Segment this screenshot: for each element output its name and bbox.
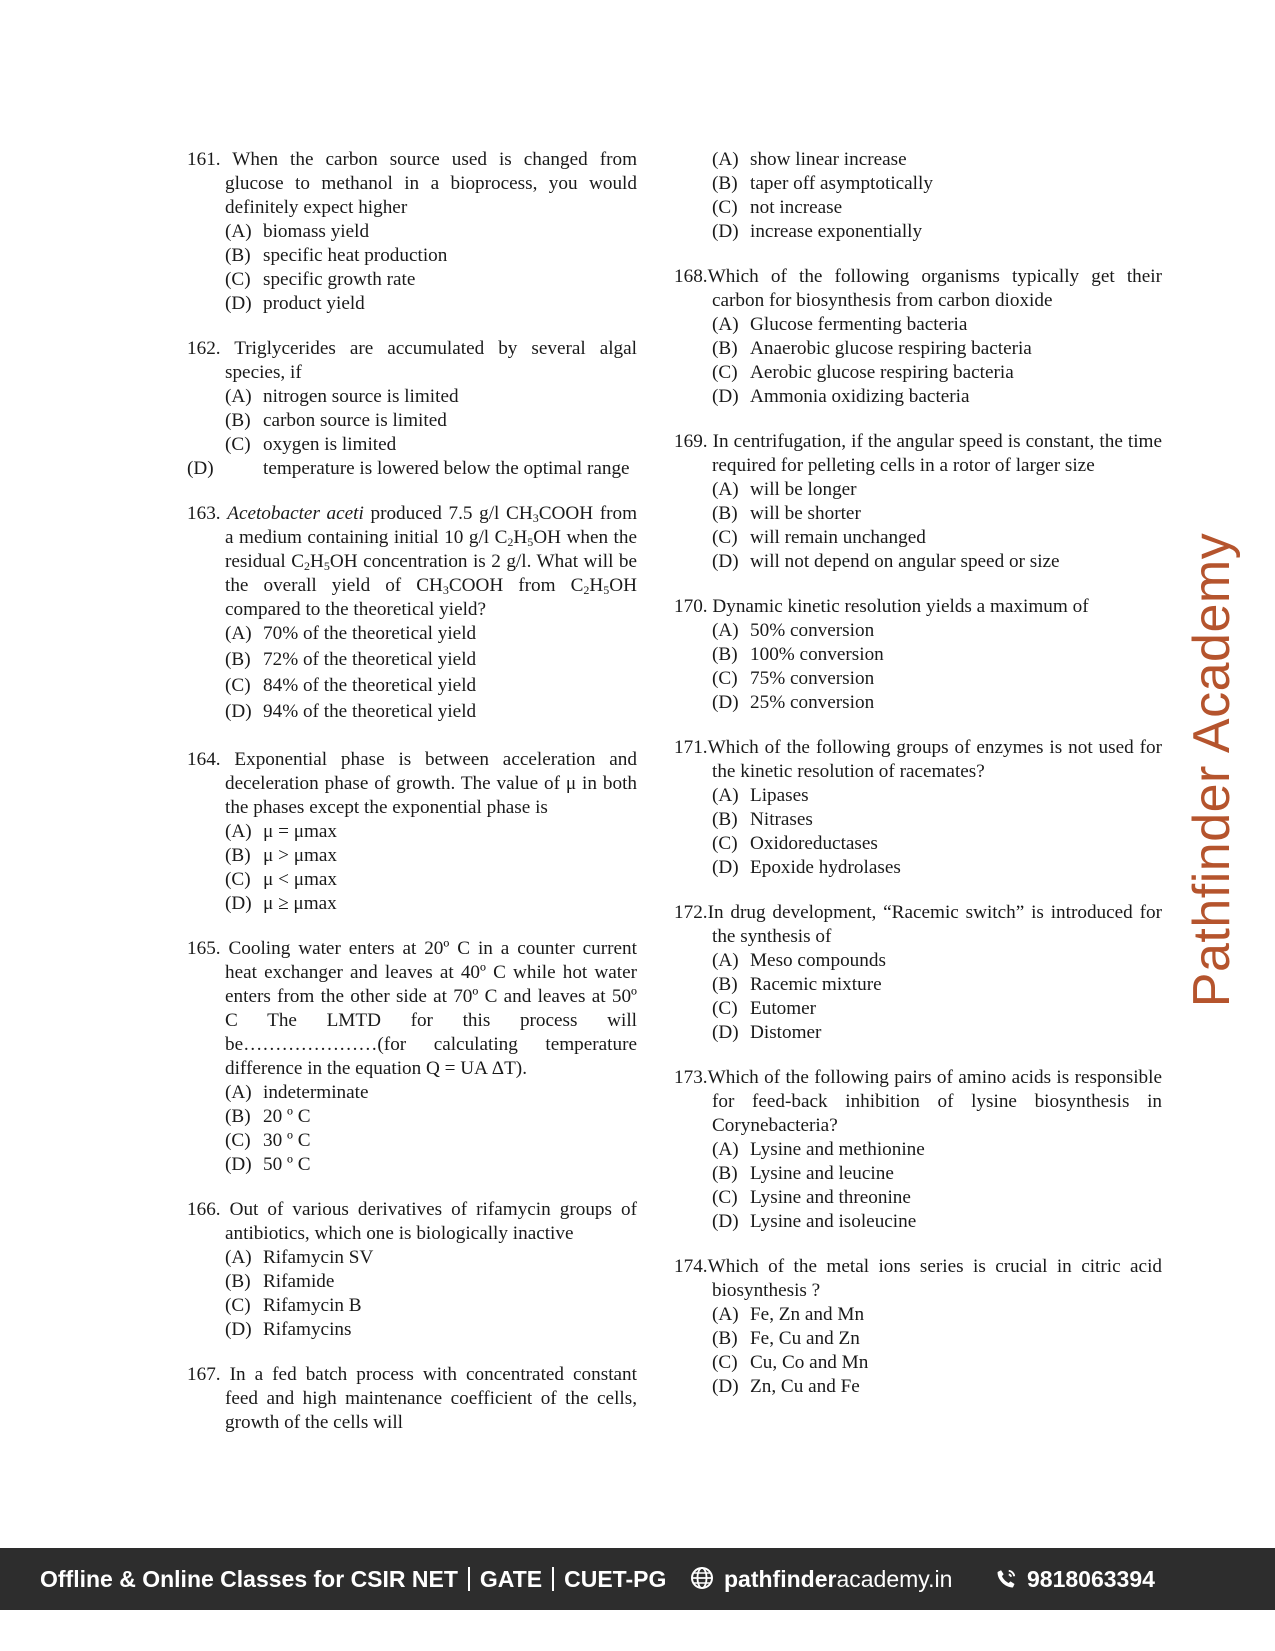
question-167-options	[674, 148, 1162, 244]
option-b: (B) 20 º C	[225, 1106, 311, 1127]
option-b: (B) will be shorter	[712, 503, 861, 524]
option-d: (D) product yield	[225, 293, 365, 314]
question-168	[674, 265, 1162, 409]
question-text: 172.In drug development, “Racemic switch” is introduced for the synthesis of	[674, 902, 1162, 947]
option-d: (D) 50 º C	[225, 1154, 311, 1175]
question-text: 164. Exponential phase is between acceleration and deceleration phase of growth. The value of μ in both the phases except the exponential phase is	[187, 749, 637, 818]
question-text: 163. Acetobacter aceti produced 7.5 g/l $CH_3COOH$ from a medium containing initial 10 g/l $C_2H_5OH$ when the residual $C_2H_5OH$ concentration is 2 g/l. What will be the overall yield of $CH_3COOH$ from $C_2H_5OH$ compared to the theoretical yield?	[187, 503, 637, 620]
option-d: (D) 25% conversion	[712, 692, 875, 713]
option-c: (C) Cu, Co and Mn	[712, 1352, 869, 1373]
question-text: 171.Which of the following groups of enzymes is not used for the kinetic resolution of racemates?	[674, 737, 1162, 782]
option-d: (D) Lysine and isoleucine	[712, 1211, 917, 1232]
question-173	[674, 1066, 1162, 1234]
question-170	[674, 595, 1162, 715]
option-b: (B) 72% of the theoretical yield	[225, 649, 477, 670]
option-b: (B) Rifamide	[225, 1271, 335, 1292]
question-text: 166. Out of various derivatives of rifamycin groups of antibiotics, which one is biologically inactive	[187, 1199, 637, 1244]
option-c: (C) Lysine and threonine	[712, 1187, 911, 1208]
question-172	[674, 901, 1162, 1045]
footer-banner	[0, 1548, 1275, 1610]
question-text: 161. When the carbon source used is changed from glucose to methanol in a bioprocess, you would definitely expect higher	[187, 149, 637, 218]
question-163	[187, 502, 637, 724]
option-a: (A) will be longer	[712, 479, 857, 500]
option-c: (C) Eutomer	[712, 998, 817, 1019]
option-c: (C) Rifamycin B	[225, 1295, 362, 1316]
option-a: (A) μ = μmax	[225, 821, 338, 842]
option-a: (A) Glucose fermenting bacteria	[712, 314, 968, 335]
option-c: (C) Aerobic glucose respiring bacteria	[712, 362, 1014, 383]
option-c: (C) Oxidoreductases	[712, 833, 878, 854]
option-b: (B) Nitrases	[712, 809, 813, 830]
option-c: (C) not increase	[712, 197, 843, 218]
left-column	[187, 148, 637, 1435]
question-167	[187, 1363, 637, 1435]
globe-icon	[690, 1566, 714, 1596]
option-d: (D) Zn, Cu and Fe	[712, 1376, 860, 1397]
option-b: (B) Anaerobic glucose respiring bacteria	[712, 338, 1032, 359]
option-c: (C) 84% of the theoretical yield	[225, 675, 477, 696]
question-text: 173.Which of the following pairs of amino acids is responsible for feed-back inhibition of lysine biosynthesis in Corynebacteria?	[674, 1067, 1162, 1136]
option-a: (A) show linear increase	[712, 149, 907, 170]
question-text: 165. Cooling water enters at 20º C in a counter current heat exchanger and leaves at 40º C while hot water enters from the other side at 70º C and leaves at 50º C The LMTD for this process will be…………………(for calculating temperature difference in the equation Q = UA ΔT).	[187, 938, 637, 1079]
question-text: 169. In centrifugation, if the angular speed is constant, the time required for pelleting cells in a rotor of larger size	[674, 431, 1162, 476]
option-c: (C) 30 º C	[225, 1130, 311, 1151]
divider	[552, 1567, 554, 1591]
option-a: (A) Meso compounds	[712, 950, 886, 971]
option-b: (B) specific heat production	[225, 245, 448, 266]
option-d: (D) 94% of the theoretical yield	[225, 701, 477, 722]
option-a: (A) Lysine and methionine	[712, 1139, 925, 1160]
watermark: Pathfinder Academy	[1183, 532, 1241, 1008]
option-a: (A) 70% of the theoretical yield	[225, 623, 477, 644]
option-b: (B) taper off asymptotically	[712, 173, 933, 194]
question-166	[187, 1198, 637, 1342]
option-d: (D) temperature is lowered below the optimal range	[187, 458, 630, 479]
option-a: (A) Rifamycin SV	[225, 1247, 374, 1268]
option-d: (D) Epoxide hydrolases	[712, 857, 901, 878]
option-a: (A) Fe, Zn and Mn	[712, 1304, 865, 1325]
option-d: (D) Rifamycins	[225, 1319, 352, 1340]
option-a: (A) nitrogen source is limited	[225, 386, 459, 407]
option-a: (A) 50% conversion	[712, 620, 875, 641]
option-a: (A) indeterminate	[225, 1082, 369, 1103]
option-b: (B) Lysine and leucine	[712, 1163, 894, 1184]
question-text: 174.Which of the metal ions series is crucial in citric acid biosynthesis ?	[674, 1256, 1162, 1301]
organism-name: Acetobacter aceti	[227, 503, 364, 524]
option-c: (C) will remain unchanged	[712, 527, 926, 548]
right-column	[674, 148, 1162, 1399]
option-c: (C) specific growth rate	[225, 269, 416, 290]
question-169	[674, 430, 1162, 574]
option-c: (C) oxygen is limited	[225, 434, 397, 455]
option-a: (A) Lipases	[712, 785, 809, 806]
question-text: 167. In a fed batch process with concentrated constant feed and high maintenance coefficient of the cells, growth of the cells will	[187, 1364, 637, 1433]
option-d: (D) will not depend on angular speed or size	[712, 551, 1060, 572]
question-text: 162. Triglycerides are accumulated by several algal species, if	[187, 338, 637, 383]
option-d: (D) Distomer	[712, 1022, 822, 1043]
question-162	[187, 337, 637, 481]
divider	[468, 1567, 470, 1591]
option-c: (C) 75% conversion	[712, 668, 875, 689]
option-b: (B) 100% conversion	[712, 644, 884, 665]
option-b: (B) Racemic mixture	[712, 974, 882, 995]
footer-phone[interactable]: 9818063394	[995, 1566, 1155, 1596]
question-text: 170. Dynamic kinetic resolution yields a maximum of	[674, 596, 1089, 617]
option-d: (D) μ ≥ μmax	[225, 893, 337, 914]
option-b: (B) μ > μmax	[225, 845, 338, 866]
question-164	[187, 748, 637, 916]
question-171	[674, 736, 1162, 880]
option-b: (B) carbon source is limited	[225, 410, 447, 431]
question-174	[674, 1255, 1162, 1399]
footer-website[interactable]: pathfinderacademy.in	[690, 1566, 952, 1596]
question-text: 168.Which of the following organisms typically get their carbon for biosynthesis from carbon dioxide	[674, 266, 1162, 311]
phone-icon	[995, 1568, 1017, 1596]
option-a: (A) biomass yield	[225, 221, 370, 242]
option-d: (D) Ammonia oxidizing bacteria	[712, 386, 970, 407]
question-165	[187, 937, 637, 1177]
option-d: (D) increase exponentially	[712, 221, 923, 242]
footer-tagline: Offline & Online Classes for CSIR NET GATE CUET-PG	[40, 1566, 667, 1592]
option-c: (C) μ < μmax	[225, 869, 338, 890]
option-b: (B) Fe, Cu and Zn	[712, 1328, 860, 1349]
question-161	[187, 148, 637, 316]
